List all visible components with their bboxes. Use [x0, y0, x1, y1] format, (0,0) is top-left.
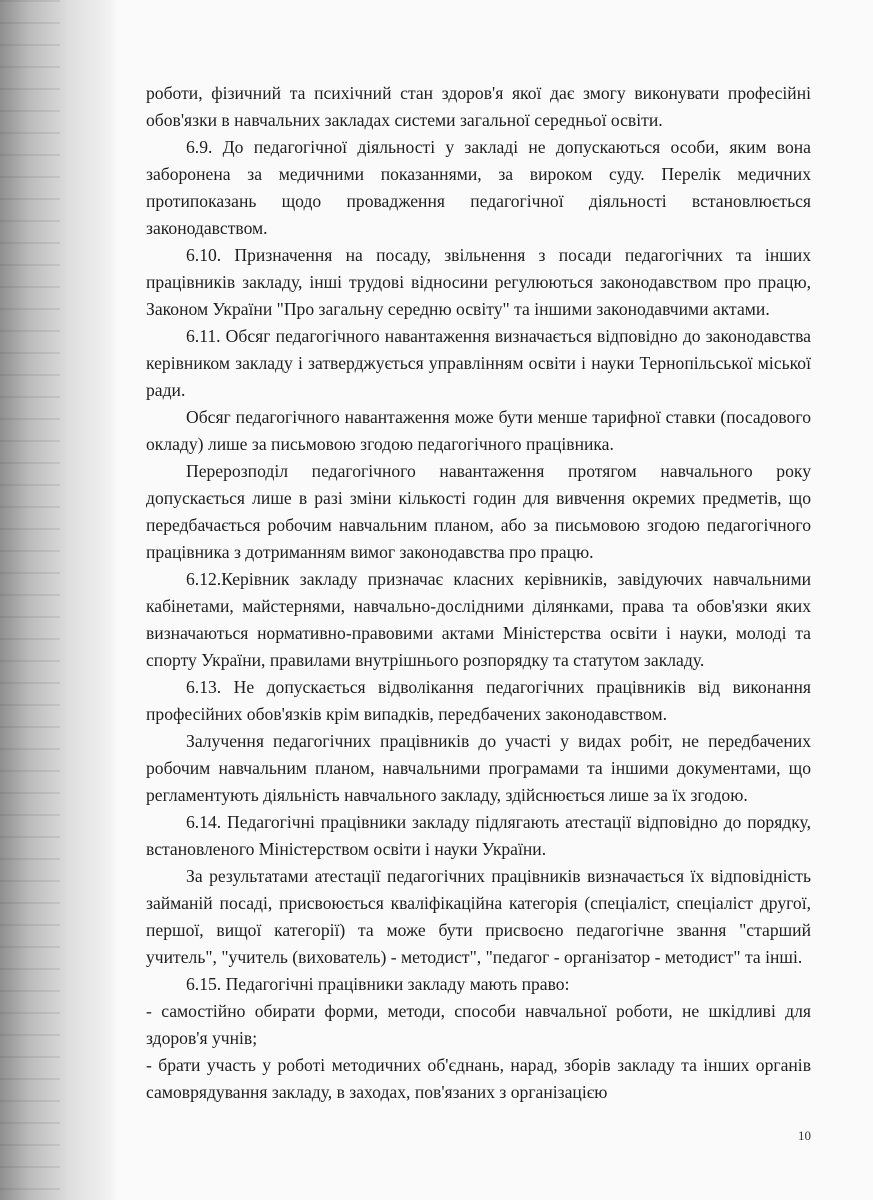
paragraph-6-11: 6.11. Обсяг педагогічного навантаження визначається відповідно до законодавства керівником закладу і затверджується управлінням освіти і науки Тернопільської міської ради. [146, 326, 811, 400]
paragraph-6-12: 6.12.Керівник закладу призначає класних керівників, завідуючих навчальними кабінетами, майстернями, навчально-дослідними ділянками, права та обов'язки яких визначаються нормативно-правовими актами Міністерства освіти і науки, молоді та спорту України, правилами внутрішнього розпорядку та статутом закладу. [146, 569, 811, 670]
paragraph-6-10: 6.10. Призначення на посаду, звільнення з посади педагогічних та інших працівників закладу, інші трудові відносини регулюються законодавством про працю, Законом України "Про загальну середню освіту" та іншими законодавчими актами. [146, 245, 811, 319]
paragraph-attestation-results: За результатами атестації педагогічних працівників визначається їх відповідність займаній посаді, присвоюється кваліфікаційна категорія (спеціаліст, спеціаліст другої, першої, вищої категорії) та може бути присвоєно педагогічне звання "старший учитель", "учитель (вихователь) - методист", "педагог - організатор - методист" та інші. [146, 866, 811, 967]
page-number: 10 [798, 1128, 811, 1143]
list-item: - самостійно обирати форми, методи, способи навчальної роботи, не шкідливі для здоров'я учнів; [146, 1001, 811, 1048]
list-item: - брати участь у роботі методичних об'єднань, нарад, зборів закладу та інших органів самоврядування закладу, в заходах, пов'язаних з організацією [146, 1055, 811, 1102]
paragraph-involvement: Залучення педагогічних працівників до участі у видах робіт, не передбачених робочим навчальним планом, навчальними програмами та іншими документами, що регламентують діяльність навчального закладу, здійснюється лише за їх згодою. [146, 731, 811, 805]
bleed-through-text [0, 0, 60, 1200]
paragraph-6-9: 6.9. До педагогічної діяльності у закладі не допускаються особи, яким вона заборонена за медичними показаннями, за вироком суду. Перелік медичних протипоказань щодо провадження педагогічної діяльності встановлюється законодавством. [146, 137, 811, 238]
paragraph-6-14: 6.14. Педагогічні працівники закладу підлягають атестації відповідно до порядку, встановленого Міністерством освіти і науки України. [146, 812, 811, 859]
paragraph-workload-redistribution: Перерозподіл педагогічного навантаження протягом навчального року допускається лише в разі зміни кількості годин для вивчення окремих предметів, що передбачається робочим навчальним планом, або за письмовою згодою педагогічного працівника з дотриманням вимог законодавства про працю. [146, 461, 811, 562]
paragraph-continuation: роботи, фізичний та психічний стан здоров'я якої дає змогу виконувати професійні обов'язки в навчальних закладах системи загальної середньої освіти. [146, 83, 811, 130]
document-body [146, 80, 811, 1106]
paragraph-6-15: 6.15. Педагогічні працівники закладу мають право: [186, 974, 570, 994]
paragraph-workload-limit: Обсяг педагогічного навантаження може бути менше тарифної ставки (посадового окладу) лише за письмовою згодою педагогічного працівника. [146, 407, 811, 454]
paragraph-6-13: 6.13. Не допускається відволікання педагогічних працівників від виконання професійних обов'язків крім випадків, передбачених законодавством. [146, 677, 811, 724]
